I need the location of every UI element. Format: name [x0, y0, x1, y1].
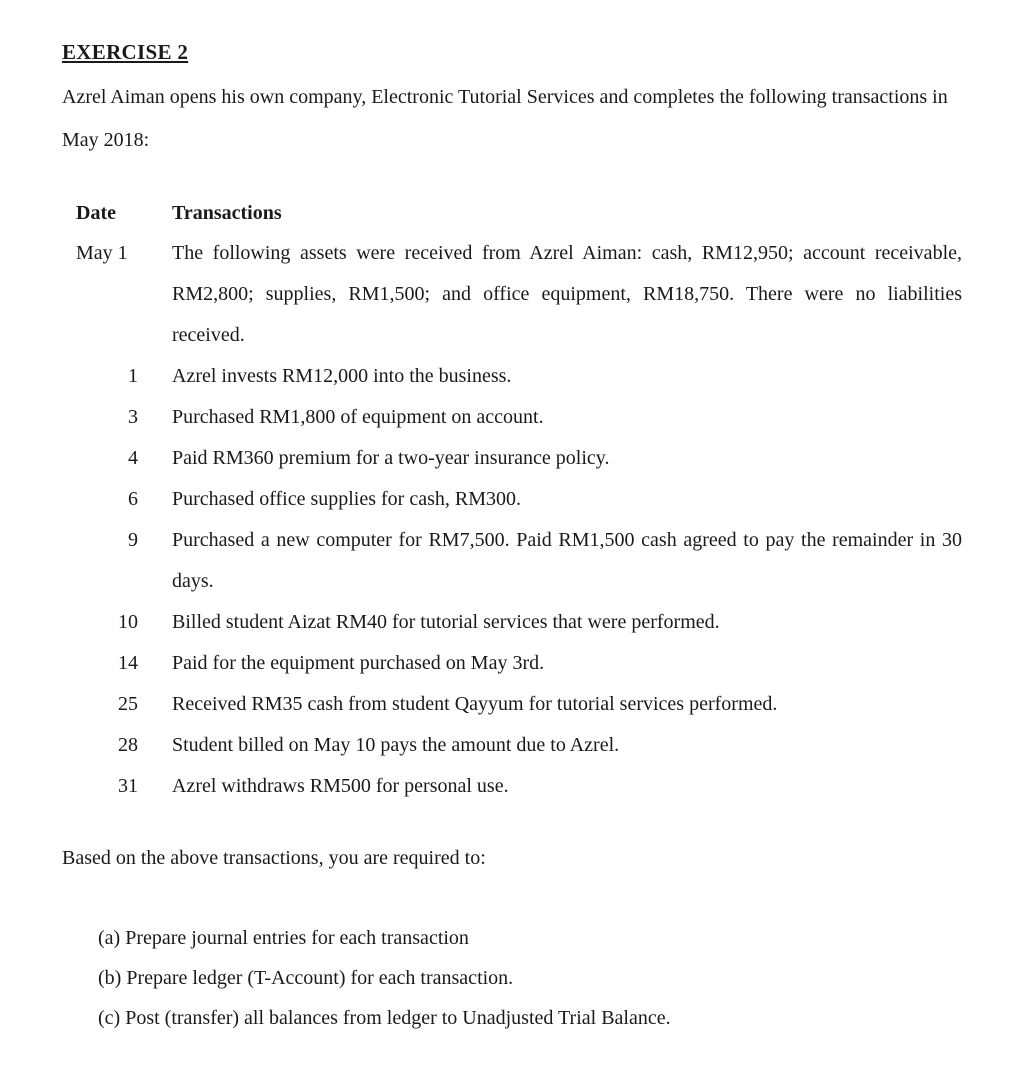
row-transaction: Purchased a new computer for RM7,500. Paid RM1,500 cash agreed to pay the remainder in 30 days. [172, 529, 962, 592]
requirements-lead: Based on the above transactions, you are required to: [62, 847, 486, 869]
task-item: (a) Prepare journal entries for each transaction [98, 927, 469, 949]
row-transaction: Azrel withdraws RM500 for personal use. [172, 775, 509, 797]
row-transaction: Paid for the equipment purchased on May 3rd. [172, 652, 545, 674]
table-row [62, 479, 962, 520]
row-transaction: Billed student Aizat RM40 for tutorial services that were performed. [172, 611, 720, 633]
table-row [62, 602, 962, 643]
table-row [62, 520, 962, 602]
row-date: May 1 [76, 242, 128, 264]
table-row [62, 356, 962, 397]
row-date: 6 [128, 488, 138, 510]
row-date: 1 [128, 365, 138, 387]
row-transaction: Azrel invests RM12,000 into the business. [172, 365, 512, 387]
row-date: 10 [118, 611, 138, 633]
row-transaction: Purchased RM1,800 of equipment on account. [172, 406, 544, 428]
date-column-header: Date [76, 202, 116, 224]
row-transaction: Received RM35 cash from student Qayyum for tutorial services performed. [172, 693, 778, 715]
table-row [62, 725, 962, 766]
table-header-row [62, 193, 962, 233]
row-transaction: Paid RM360 premium for a two-year insurance policy. [172, 447, 610, 469]
row-date: 31 [118, 775, 138, 797]
row-transaction: Student billed on May 10 pays the amount due to Azrel. [172, 734, 620, 756]
table-row [62, 397, 962, 438]
row-date: 4 [128, 447, 138, 469]
table-row [62, 643, 962, 684]
transactions-table [62, 193, 962, 807]
table-row [62, 438, 962, 479]
row-date: 9 [128, 529, 138, 551]
row-date: 14 [118, 652, 138, 674]
table-row [62, 684, 962, 725]
row-date: 28 [118, 734, 138, 756]
task-item: (b) Prepare ledger (T-Account) for each transaction. [98, 967, 514, 989]
exercise-intro: Azrel Aiman opens his own company, Electronic Tutorial Services and completes the following transactions in May 2018: [62, 86, 948, 151]
row-transaction: The following assets were received from Azrel Aiman: cash, RM12,950; account receivable, RM2,800; supplies, RM1,500; and office equipment, RM18,750. There were no liabilities received. [172, 242, 962, 346]
transactions-column-header: Transactions [172, 202, 282, 224]
table-row [62, 233, 962, 356]
row-date: 3 [128, 406, 138, 428]
requirements-task-list [98, 918, 671, 1038]
row-date: 25 [118, 693, 138, 715]
table-row [62, 766, 962, 807]
row-transaction: Purchased office supplies for cash, RM300. [172, 488, 522, 510]
exercise-title: EXERCISE 2 [62, 40, 189, 64]
task-item: (c) Post (transfer) all balances from ledger to Unadjusted Trial Balance. [98, 1007, 671, 1029]
